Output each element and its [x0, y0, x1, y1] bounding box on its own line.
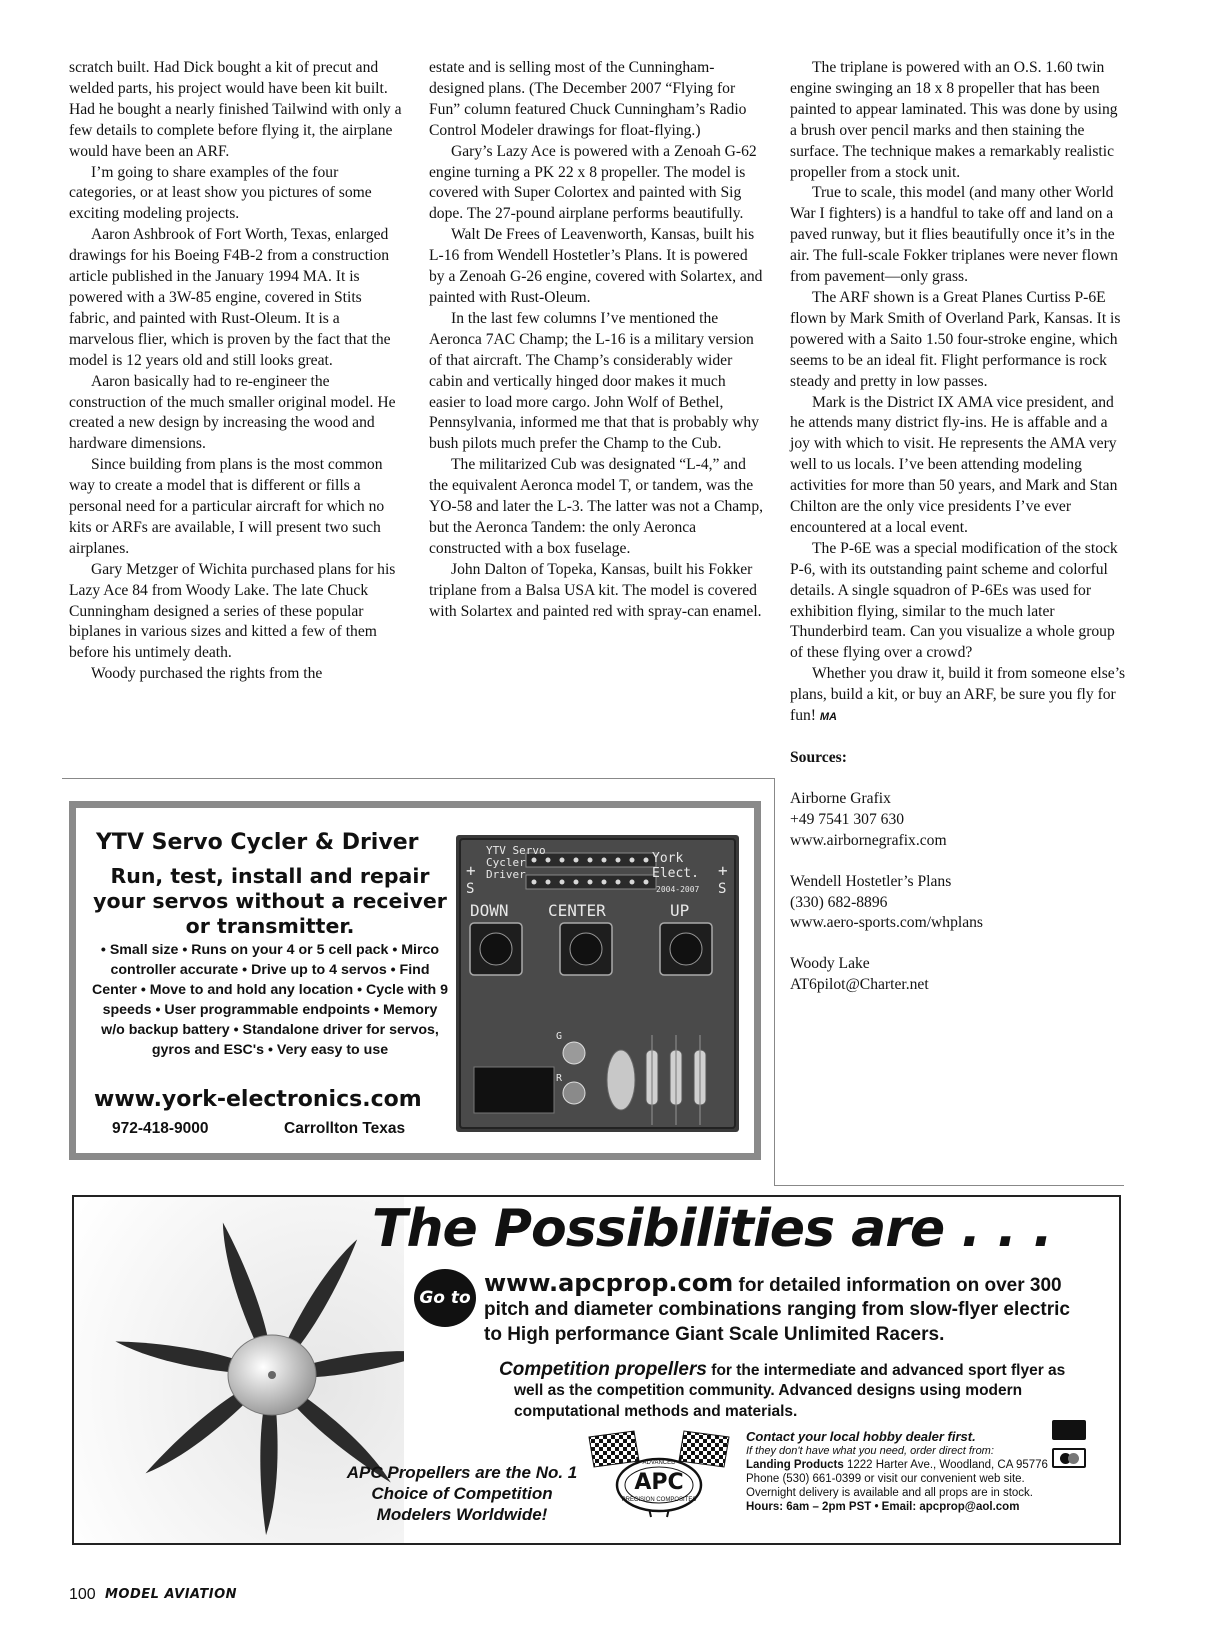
apc-ad-competition-line2: well as the competition community. Advanced designs using modern: [514, 1382, 1023, 1399]
paragraph: The P-6E was a special modification of the stock P-6, with its outstanding paint scheme and colorful details. A single squadron of P-6Es was used for exhibition flying, similar to the much later Thunderbird team. Can you visualize a whole group of these flying over a crowd?: [790, 539, 1118, 662]
ytv-ad-panel: [76, 808, 754, 1153]
divider: [774, 1185, 1124, 1186]
ytv-ad-features: • Small size • Runs on your 4 or 5 cell pack • Mirco controller accurate • Drive up to 4 servos • Find Center • Move to and hold any location • Cycle with 9 speeds • User programmable endpoints • Memory w/o backup battery • Standalone driver for servos, gyros and ESC's • Very easy to use: [91, 942, 448, 1058]
paragraph-final: [790, 664, 1126, 728]
apc-logo-top-text: ADVANCED: [642, 1460, 676, 1466]
dealer-info: [746, 1430, 1076, 1514]
source-phone: (330) 682-8896: [790, 893, 888, 911]
paragraph: Since building from plans is the most common way to create a model that is different or fills a personal need for a particular aircraft for which no kits or ARFs are available, I will present two such airplanes.: [69, 456, 385, 557]
source-email[interactable]: AT6pilot@Charter.net: [790, 976, 929, 994]
source-name: Airborne Grafix: [790, 789, 891, 807]
dealer-phone: Phone (530) 661-0399 or visit our convenient web site.: [746, 1473, 1025, 1485]
apc-advertisement[interactable]: [72, 1195, 1121, 1545]
source-phone: +49 7541 307 630: [790, 810, 905, 828]
article-column-2: [429, 58, 765, 622]
apc-ad-line2: pitch and diameter combinations ranging from slow-flyer electric: [484, 1299, 1070, 1320]
divider: [62, 778, 774, 779]
source-name: Woody Lake: [790, 955, 870, 973]
ytv-ad-headline: Run, test, install and repair your servos without a receiver or transmitter.: [93, 864, 447, 938]
dealer-hours: Hours: 6am – 2pm PST • Email: apcprop@aol.com: [746, 1501, 1020, 1513]
divider: [774, 778, 775, 1186]
board-button-down-label: DOWN: [470, 901, 509, 920]
paragraph: Mark is the District IX AMA vice president, and he attends many district fly-ins. He is affable and a joy with which to visit. He represents the AMA very well to us locals. I’ve been attending modeling activities for more than 50 years, and Mark and Stan Chilton are the only vice presidents I’ve ever encountered at a local event.: [790, 393, 1118, 536]
dealer-heading: Contact your local hobby dealer first.: [746, 1429, 976, 1444]
paragraph: estate and is selling most of the Cunningham-designed plans. (The December 2007 “Flying for Fun” column featured Chuck Cunningham’s Radio Control Modeler drawings for float-flying.): [429, 59, 747, 139]
source-url[interactable]: www.aero-sports.com/whplans: [790, 914, 984, 932]
apc-ad-competition-line3: computational methods and materials.: [514, 1403, 798, 1420]
board-year: 2004-2007: [656, 885, 700, 894]
apc-ad-line1: for detailed information on over 300: [738, 1275, 1062, 1296]
dealer-address: 1222 Harter Ave., Woodland, CA 95776: [846, 1459, 1048, 1471]
board-label-left: YTV Servo Cycler Driver: [486, 844, 546, 881]
magazine-name: MODEL AVIATION: [105, 1587, 237, 1602]
apc-ad-url-line: [484, 1269, 1062, 1297]
paragraph: True to scale, this model (and many other World War I fighters) is a handful to take off and land on a paved runway, but it flies beautifully once it’s in the air. The full-scale Fokker triplanes were never flown from pavement—only grass.: [790, 184, 1118, 286]
apc-logo-bottom-text: PRECISION COMPOSITES: [621, 1497, 697, 1503]
board-plus-left: +: [466, 861, 476, 880]
board-plus-right: +: [718, 861, 728, 880]
end-mark: MA: [819, 711, 837, 724]
ytv-advertisement[interactable]: [69, 801, 761, 1160]
apc-ad-url[interactable]: www.apcprop.com: [484, 1269, 734, 1297]
paragraph: Walt De Frees of Leavenworth, Kansas, built his L-16 from Wendell Hostetler’s Plans. It is powered by a Zenoah G-26 engine, covered with Solartex, and painted with Rust-Oleum.: [429, 226, 763, 306]
dealer-subheading: If they don't have what you need, order direct from:: [746, 1445, 994, 1457]
go-to-badge: Go to: [414, 1269, 476, 1327]
source-url[interactable]: www.airbornegrafix.com: [790, 831, 947, 849]
ytv-ad-phone: 972-418-9000: [112, 1120, 209, 1137]
apc-ad-competition-text: for the intermediate and advanced sport flyer as: [711, 1362, 1066, 1379]
dealer-name: Landing Products: [746, 1459, 844, 1471]
board-label-right: York Elect.: [652, 851, 699, 881]
article-column-1: [69, 58, 405, 685]
apc-logo-text: APC: [634, 1470, 684, 1495]
paragraph: John Dalton of Topeka, Kansas, built his Fokker triplane from a Balsa USA kit. The model is covered with Solartex and painted red with spray-can enamel.: [429, 560, 762, 620]
board-button-up-label: UP: [670, 901, 690, 920]
paragraph: Aaron Ashbrook of Fort Worth, Texas, enlarged drawings for his Boeing F4B-2 from a construction article published in the January 1994 MA. It is powered with a 3W-85 engine, covered in Stits fabric, and painted with Rust-Oleum. It is a marvelous flier, which is proven by the fact that the model is 12 years old and still looks great.: [69, 226, 391, 369]
paragraph: In the last few columns I’ve mentioned the Aeronca 7AC Champ; the L-16 is a military version of that aircraft. The Champ’s considerably wider cabin and vertically hinged door makes it much easier to load more cargo. John Wolf of Bethel, Pennsylvania, informed me that that is probably why bush pilots much prefer the Champ to the Cub.: [429, 309, 760, 453]
apc-ad-line3: to High performance Giant Scale Unlimited Racers.: [484, 1324, 945, 1345]
paragraph: Gary’s Lazy Ace is powered with a Zenoah G-62 engine turning a PK 22 x 8 propeller. The model is covered with Super Colortex and painted with Sig dope. The 27-pound airplane performs beautifully.: [429, 142, 757, 223]
paragraph-text: Whether you draw it, build it from someone else’s plans, build a kit, or buy an ARF, be sure you fly for fun!: [790, 665, 1126, 725]
board-led-r: R: [556, 1073, 563, 1084]
board-led-g: G: [556, 1031, 563, 1042]
dealer-address-line: [746, 1458, 1076, 1472]
ytv-ad-title: YTV Servo Cycler & Driver: [96, 830, 419, 855]
paragraph: Woody purchased the rights from the: [91, 665, 323, 683]
apc-ad-claim: APC Propellers are the No. 1 Choice of Competition Modelers Worldwide!: [346, 1463, 578, 1524]
board-s-left: S: [466, 881, 475, 897]
ytv-ad-city: Carrollton Texas: [284, 1120, 406, 1137]
paragraph: scratch built. Had Dick bought a kit of precut and welded parts, his project would have been kit built. Had he bought a nearly finished Tailwind with only a few details to complete before flying it, the airplane would have been an ARF.: [69, 59, 402, 160]
sources-heading: Sources:: [790, 749, 847, 766]
paragraph: The triplane is powered with an O.S. 1.60 twin engine swinging an 18 x 8 propeller that has been painted to appear laminated. This was done by using a brush over pencil marks and then staining the surface. The technique makes a remarkably realistic propeller from a stock unit.: [790, 59, 1118, 181]
dealer-shipping: Overnight delivery is available and all props are in stock.: [746, 1487, 1034, 1499]
apc-ad-competition-line: [499, 1359, 1065, 1381]
paragraph: I’m going to share examples of the four categories, or at least show you pictures of some exciting modeling projects.: [69, 163, 372, 223]
paragraph: Gary Metzger of Wichita purchased plans for his Lazy Ace 84 from Woody Lake. The late Chuck Cunningham designed a series of these popular biplanes in various sizes and kitted a few of them before his untimely death.: [69, 560, 396, 662]
apc-ad-competition-label: Competition propellers: [499, 1359, 707, 1380]
paragraph: The ARF shown is a Great Planes Curtiss P-6E flown by Mark Smith of Overland Park, Kansas. It is powered with a Saito 1.50 four-stroke engine, which seems to be an ideal fit. Flight performance is rock steady and pretty in low passes.: [790, 288, 1121, 390]
board-button-center-label: CENTER: [548, 901, 606, 920]
apc-ad-title: The Possibilities are . . .: [372, 1199, 1052, 1259]
paragraph: Aaron basically had to re-engineer the construction of the much smaller original model. He created a new design by increasing the wood and hardware dimensions.: [69, 372, 396, 453]
paragraph: The militarized Cub was designated “L-4,” and the equivalent Aeronca model T, or tandem, was the YO-58 and later the L-3. The latter was not a Champ, but the Aeronca Tandem: the only Aeronca constructed with a box fuselage.: [429, 456, 764, 557]
article-column-3: [790, 58, 1126, 996]
ytv-ad-url[interactable]: www.york-electronics.com: [94, 1087, 422, 1112]
source-name: Wendell Hostetler’s Plans: [790, 872, 952, 890]
board-s-right: S: [718, 881, 727, 897]
circuit-board-photo: [456, 835, 739, 1132]
page-number: 100: [69, 1586, 96, 1603]
